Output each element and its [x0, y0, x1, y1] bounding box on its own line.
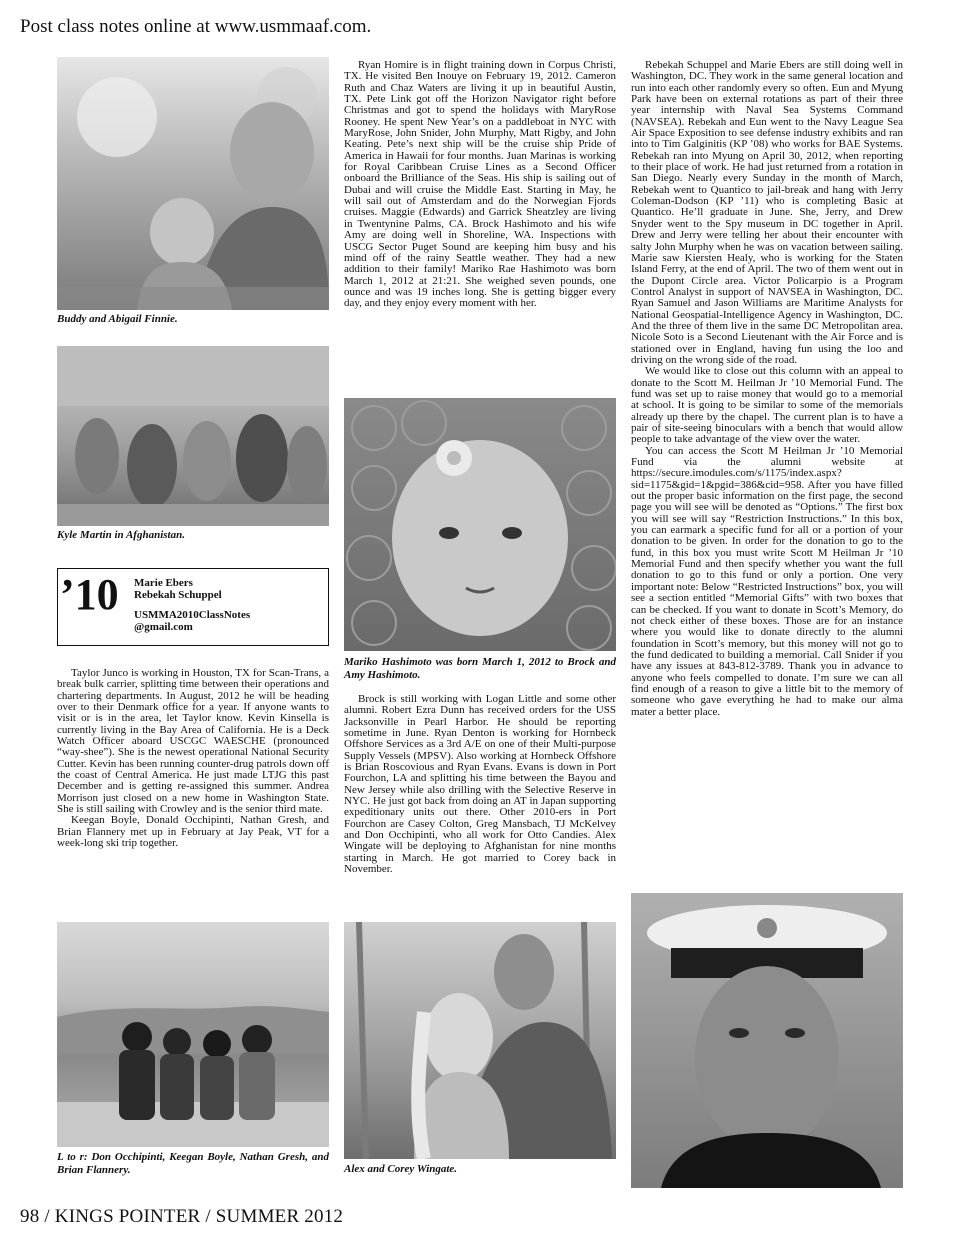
- paragraph: We would like to close out this column with an appeal to donate to the Scott M. Heilman Jr ’10 Memorial Fund. The fund was set up to raise money that would go to a memorial at school. It is going to be similar to some of the memorials already up there by the chapel. The current plan is to have a pair of site-seeing binoculars with a bench that would allow people to take advantage of the view over the water.: [631, 365, 903, 446]
- paragraph: Brock is still working with Logan Little and some other alumni. Robert Ezra Dunn has received orders for the USS Jacksonville in Pearl Harbor. He should be reporting sometime in June. Ryan Denton is working for Hornbeck Offshore Services as a 3rd A/E on one of their Multi-purpose Supply Vessels (MPSV). Also working at Hornbeck Offshore is Brian Roscovious and Ryan Evans. Evans is down in Port Fourchon, LA and splitting his time between the Bayou and New Jersey while also drilling with the Selective Reserve in NYC. He just got back from doing an AT in Japan supporting expeditionary units out there. Other 2010-ers in Port Fourchon are Casey Colton, Greg Mansbach, TJ McKelvey and Don Occhipinti, who all work for Otto Candies. Alex Wingate will be deploying to Afghanistan for nine months starting in March. He got married to Corey back in November.: [344, 693, 616, 876]
- paragraph: You can access the Scott M Heilman Jr ’10 Memorial Fund via the alumni website at https://secure.imodules.com/s/1175/index.aspx?sid=1175&gid=1&pgid=386&cid=958. After you have filled out the proper basic information on the first page, the second page you will see will be denoted as “Options.” The first box you will see will say “Restriction Instructions.” In this box, you can earmark a specific fund for all or a portion of your donation to be given. In order for the donation to go to the fund, in this box you must write Scott M Heilman Jr ’10 Memorial Fund and then specify whether you want the full donation to go to this fund or only a portion. One very important note: Below “Restricted Instructions” box, you will see a section entitled “Memorial Gifts” with two boxes that can be checked. If you want to donate in Scott’s Memory, do not check either of these boxes. Those are for an instance where you would like to donate directly to the alumni foundation in Scott’s memory, but this money will not go to the fund dedicated to building a memorial. Call Snider if you have any issues at 843-812-3789. Thank you in advance to anyone who feels compelled to donate. I’m sure we can all find enough of a reason to give a little bit to the memory of someone who gave everything he had to make our alma mater a better place.: [631, 444, 903, 718]
- photo-ski-trip: [57, 922, 329, 1147]
- caption-wingate: Alex and Corey Wingate.: [344, 1163, 458, 1175]
- caption-ski-trip: L to r: Don Occhipinti, Keegan Boyle, Nathan Gresh, and Brian Flannery.: [57, 1151, 329, 1176]
- paragraph: Keegan Boyle, Donald Occhipinti, Nathan Gresh, and Brian Flannery met up in February at Jay Peak, VT for a week-long ski trip together.: [57, 814, 329, 850]
- caption-mariko: Mariko Hashimoto was born March 1, 2012 to Brock and Amy Hashimoto.: [344, 656, 616, 681]
- paragraph: Taylor Junco is working in Houston, TX for Scan-Trans, a break bulk carrier, splitting time between their operations and chartering departments. In August, 2012 he will be heading over to their Denmark office for a year. If anyone wants to visit or is in the area, let Taylor know. Kevin Kinsella is currently living in the Bay Area of California. He is a Deck Watch Officer aboard USCGC WAESCHE (pronounced “way-shee”). She is the newest operational National Security Cutter. Kevin has been running counter-drug patrols down off the coast of Central America. He just made LTJG this past December and is getting re-assigned this summer. Andrea Morrison just closed on a new home in Washington State. She is still sailing with Crowley and is the senior third mate.: [57, 667, 329, 816]
- photo-marine-portrait: [631, 893, 903, 1188]
- photo-finnie: [57, 57, 329, 310]
- contact-email: USMMA2010ClassNotes: [134, 609, 251, 621]
- photo-mariko: [344, 398, 616, 651]
- class-year: ’10: [60, 570, 119, 619]
- column-2-text-top: [344, 60, 616, 310]
- contact-name: Marie Ebers: [134, 577, 193, 589]
- page-footer: 98 / KINGS POINTER / SUMMER 2012: [20, 1206, 344, 1227]
- caption-kyle: Kyle Martin in Afghanistan.: [57, 529, 185, 541]
- column-3-text: [631, 60, 903, 718]
- class-notes-box: [57, 568, 329, 646]
- caption-finnie: Buddy and Abigail Finnie.: [57, 313, 178, 325]
- column-2-text-bottom: [344, 694, 616, 876]
- class-contacts: [134, 577, 250, 633]
- page-header: Post class notes online at www.usmmaaf.com.: [20, 16, 372, 37]
- column-1-text: [57, 668, 329, 850]
- contact-email: @gmail.com: [134, 621, 193, 633]
- paragraph: Ryan Homire is in flight training down in Corpus Christi, TX. He visited Ben Inouye on February 19, 2012. Cameron Ruth and Chaz Waters are living it up in beautiful Austin, TX. Pete Link got off the Horizon Navigator right before Christmas and got to spend the holidays with MaryRose Rooney. He spent New Year’s on a paddleboat in NYC with MaryRose, John Snider, John Murphy, Matt Rigby, and John Keating. Pete’s next ship will be the cruise ship Pride of America in Hawaii for four months. Juan Marinas is working for Royal Caribbean Cruise Lines as a Second Officer onboard the Brilliance of the Seas. His ship is sailing out of Dubai and will cruise the Middle East. Starting in May, he will sail out of Amsterdam and do the Norwegian Fjords cruises. Maggie (Edwards) and Garrick Sheatzley are living in Twentynine Palms, CA. Brock Hashimoto and his wife Amy are doing well in Shoreline, WA. Inspections with USCG Sector Puget Sound are keeping him busy and his mind off of the rainy Seattle weather. They had a new addition to their family! Mariko Rae Hashimoto was born March 1, 2012 at 21:21. She weighed seven pounds, one ounce and was 19 inches long. She is getting bigger every day, and they enjoy every moment with her.: [344, 59, 616, 310]
- photo-kyle: [57, 346, 329, 526]
- photo-wingate: [344, 922, 616, 1159]
- contact-name: Rebekah Schuppel: [134, 589, 222, 601]
- paragraph: Rebekah Schuppel and Marie Ebers are still doing well in Washington, DC. They work in the same general location and run into each other randomly every so often. Eun and Myung Park have been on external rotations as part of their three year internship with Naval Sea Systems Command (NAVSEA). Rebekah and Eun went to the Navy League Sea Air Space Exposition to see defense industry exhibits and ran into to Tim Galginitis (KP ’08) who works for BAE Systems. Rebekah ran into Myung on April 30, 2012, when reporting to their place of work. He had just returned from a rotation in San Diego. Nearly every Sunday in the month of March, Rebekah went to Quantico to jail-break and hang with Jerry Coleman-Dodson (KP ’11) who is completing Basic at Quantico. He’ll graduate in June. She, Jerry, and Drew Snyder went to the Spy museum in DC together in April. Drew and Jerry were telling her about their encounter with salty John Murphy when he was on vacation between sailing. Marie saw Kiersten Healy, who is working for the Staten Island Ferry, at the end of April. The two of them went out in the Dupont Circle area. Victor Policarpio is a Program Control Analyst in support of NAVSEA in Washington, DC. Ryan Samuel and Jason Williams are Maritime Analysts for National Geospatial-Intelligence Agency in Washington, DC. And the three of them live in the same DC Metropolitan area. Nicole Soto is a Second Lieutenant with the Air Force and is stationed over in England, having fun using the loo and driving on the wrong side of the road.: [631, 59, 903, 366]
